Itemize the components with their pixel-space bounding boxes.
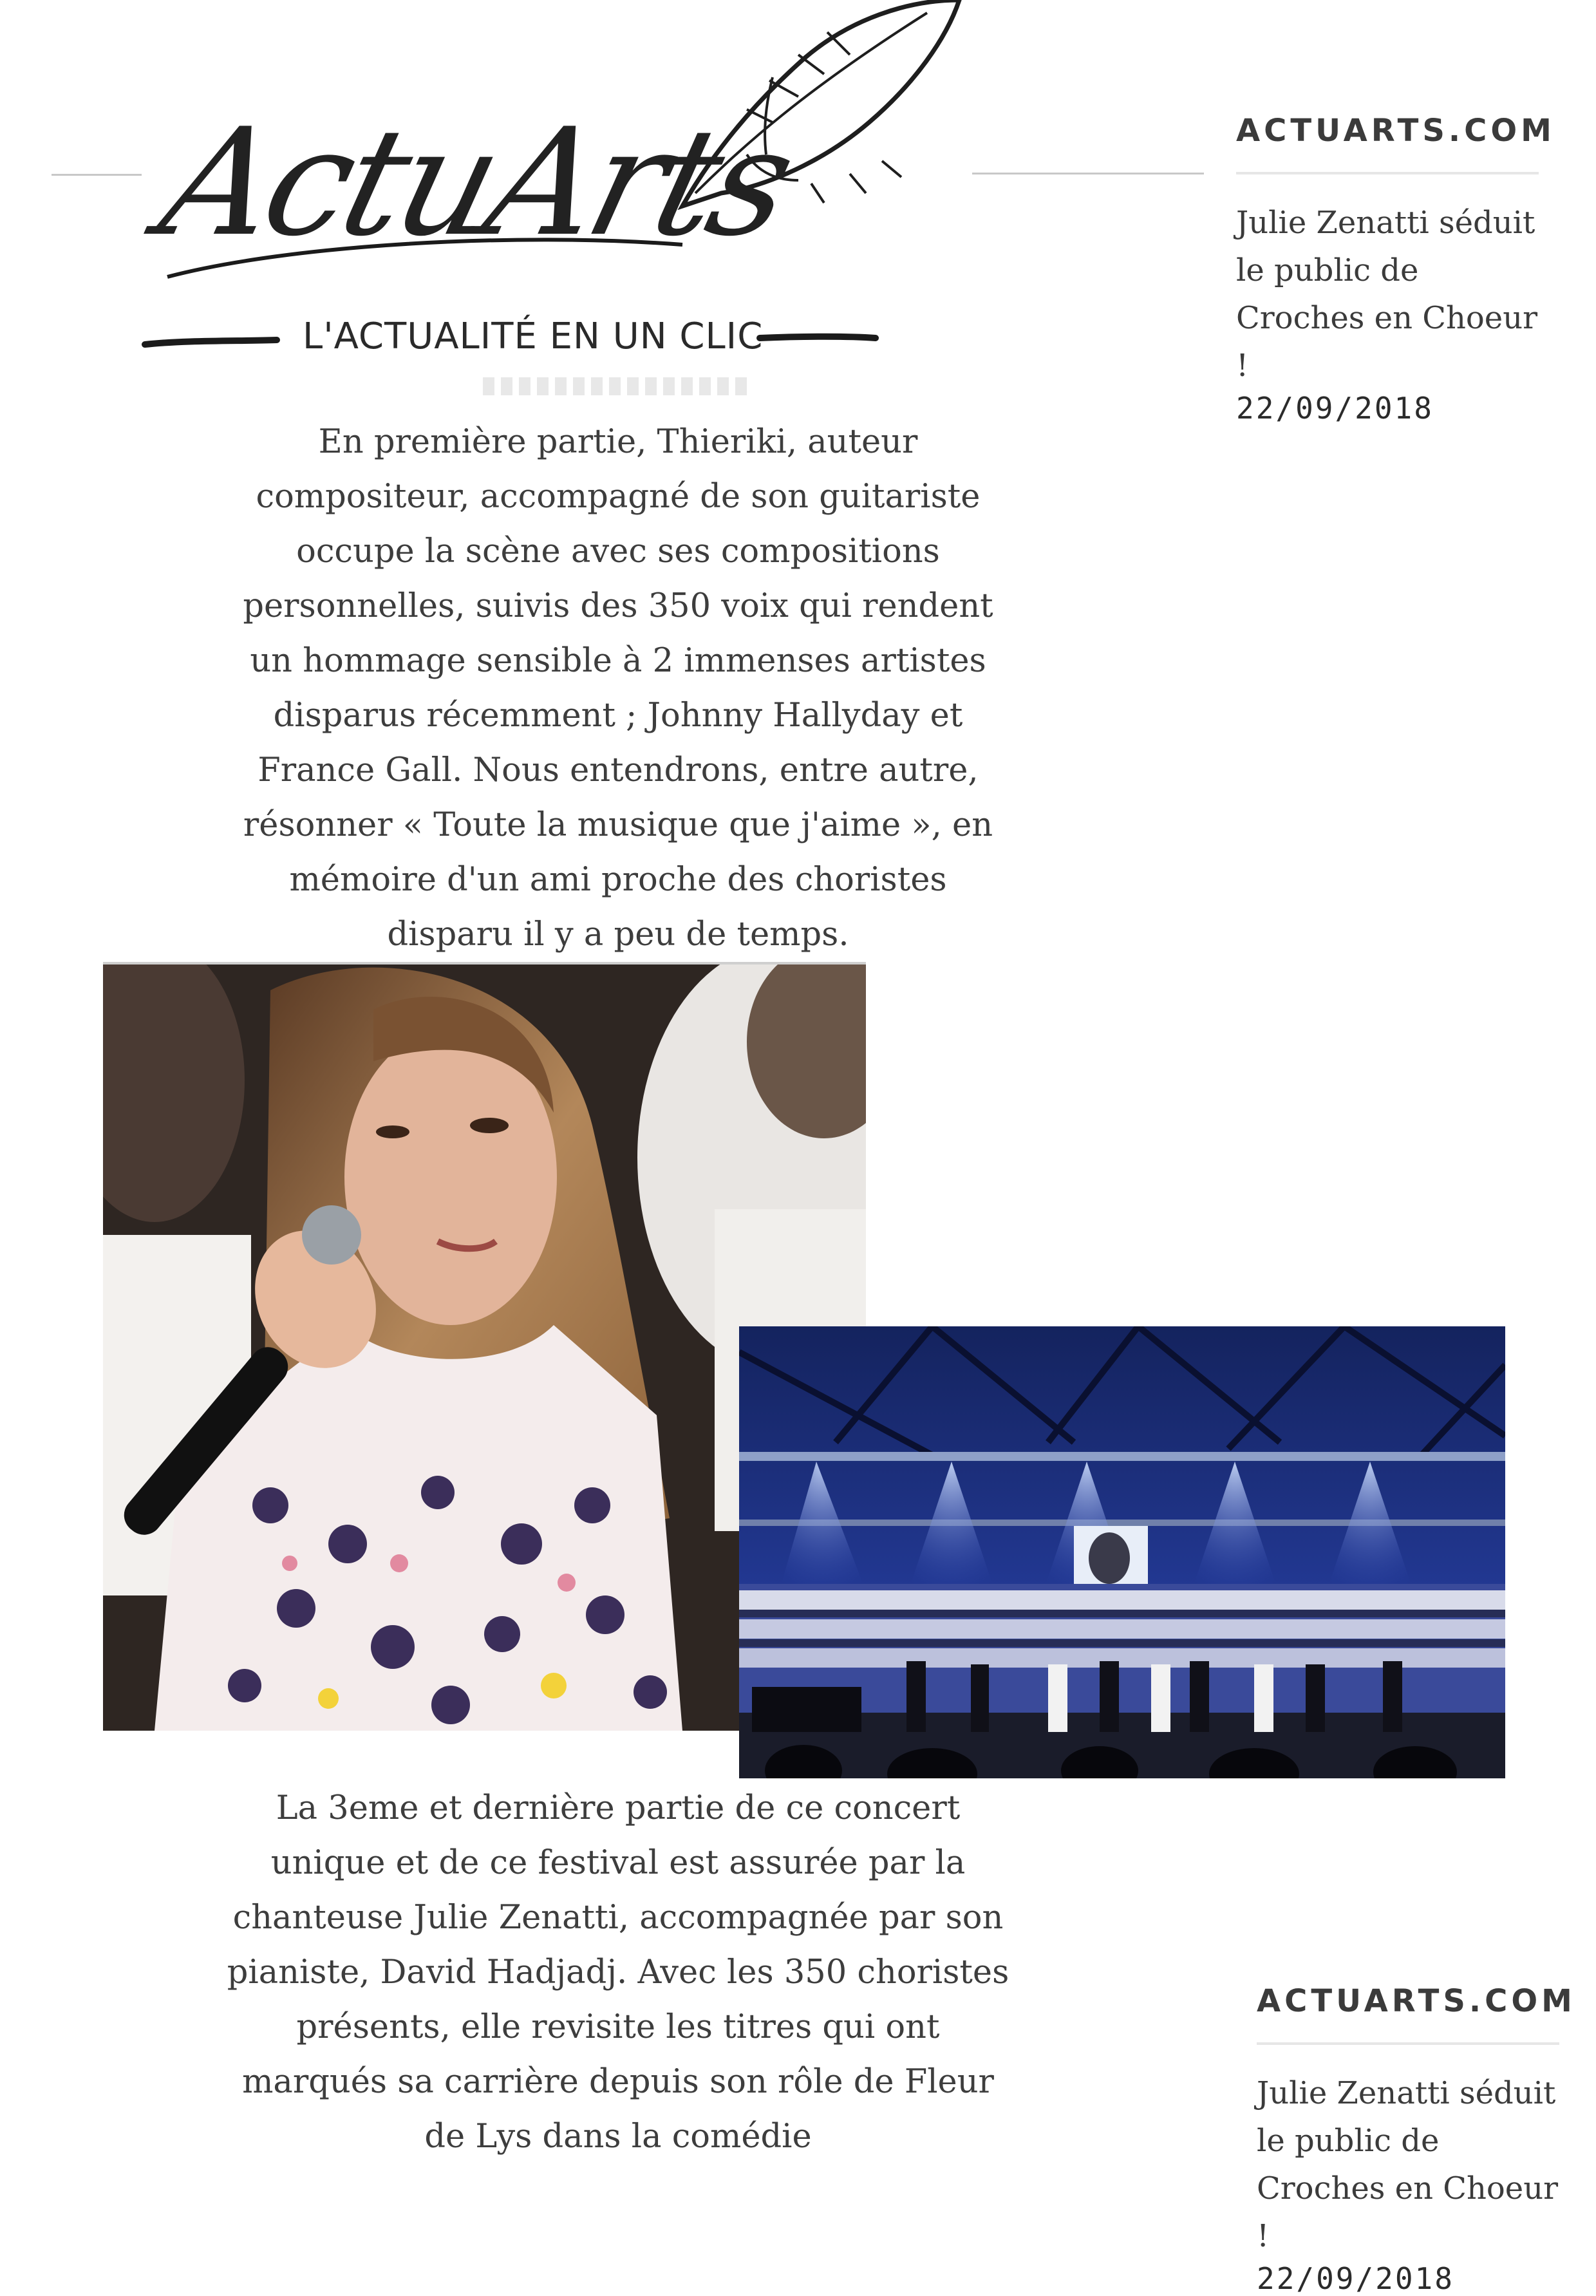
logo-tagline: L'ACTUALITÉ EN UN CLIC (303, 315, 764, 357)
article-paragraph: En première partie, Thieriki, auteur compositeur, accompagné de son guitariste occupe la scène avec ses compositions personnelles, suivis des 350 voix qui rendent un hommage sensible à 2 immenses artistes disparus récemment ; Johnny Hallyday et France Gall. Nous entendrons, entre autre, résonner « Toute la musique que j'aime », en mémoire d'un ami proche des choristes disparu il y a peu de temps. (243, 423, 993, 954)
article-paragraph: La 3eme et dernière partie de ce concert unique et de ce festival est assurée par la chanteuse Julie Zenatti, accompagnée par son pianiste, David Hadjadj. Avec les 350 choristes présents, elle revisite les titres qui ont marqués sa carrière depuis son rôle de Fleur de Lys dans la comédie (227, 1789, 1009, 2156)
cropped-text-line (483, 377, 753, 395)
choir-stage-photo (739, 1326, 1505, 1778)
sidebar-widget (1236, 113, 1555, 426)
scan-artifact (972, 173, 1204, 174)
widget-title: ACTUARTS.COM (1257, 1983, 1559, 2045)
widget-article-link[interactable]: Julie Zenatti séduit le public de Croches en Choeur ! (1236, 205, 1538, 384)
sidebar-widget (1257, 1983, 1576, 2296)
widget-date: 22/09/2018 (1236, 391, 1434, 426)
scan-artifact (52, 174, 142, 176)
widget-article-link[interactable]: Julie Zenatti séduit le public de Croches en Choeur ! (1257, 2075, 1559, 2254)
widget-date: 22/09/2018 (1257, 2261, 1454, 2296)
site-logo[interactable] (129, 0, 966, 373)
logo-wordmark: ActuArts (146, 97, 806, 269)
widget-title: ACTUARTS.COM (1236, 113, 1539, 174)
